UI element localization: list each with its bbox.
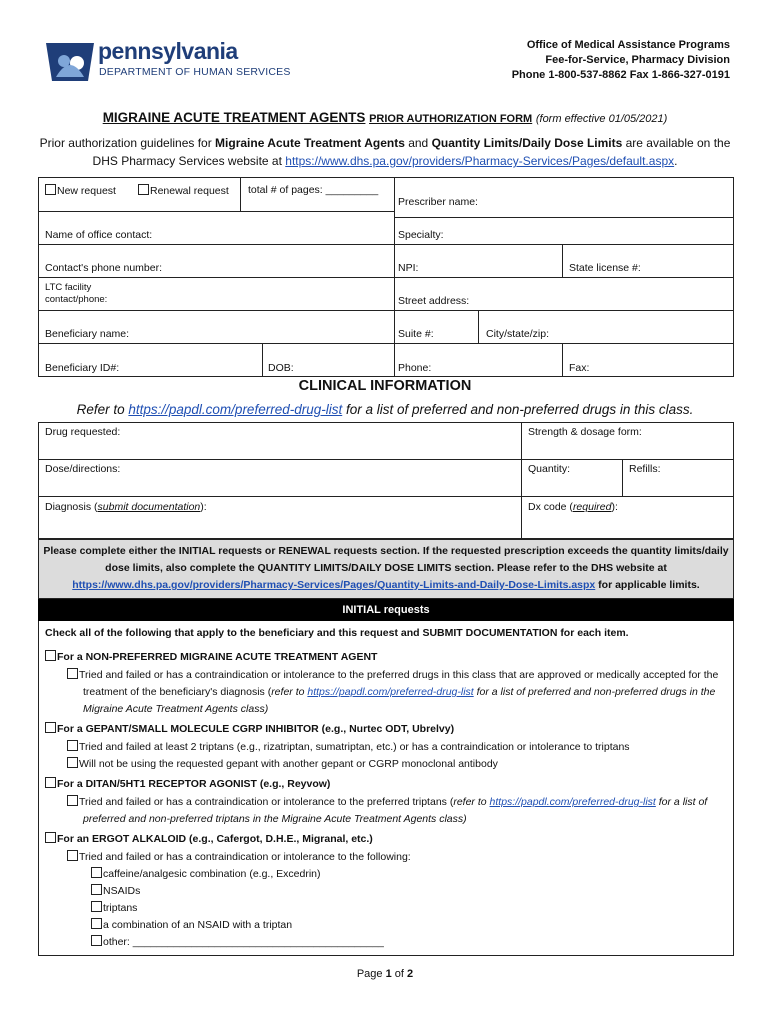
page-number: 1: [385, 968, 392, 980]
drug-requested-field[interactable]: Drug requested:: [45, 426, 121, 438]
footer-text: of: [391, 968, 408, 980]
ergot-sub-3-text: triptans: [103, 902, 138, 914]
ditan-item-1-cont: preferred and non-preferred triptans in the Migraine Acute Treatment Agents class): [83, 813, 467, 825]
fax-field[interactable]: Fax:: [569, 362, 590, 374]
beneficiary-name-field[interactable]: Beneficiary name:: [45, 328, 130, 340]
dx-label: Dx code (: [528, 501, 573, 513]
diagnosis-field[interactable]: [45, 501, 207, 513]
ditan-checkbox[interactable]: [45, 777, 56, 788]
ergot-sub-4-checkbox[interactable]: [91, 918, 102, 929]
ergot-sub-1-checkbox[interactable]: [91, 867, 102, 878]
dx-code-field[interactable]: [528, 501, 618, 513]
form-effective-date: (form effective 01/05/2021): [535, 113, 668, 125]
clinical-box: [38, 422, 734, 539]
ltc-contact-field[interactable]: [45, 282, 107, 306]
nonpreferred-label: For a NON-PREFERRED MIGRAINE ACUTE TREATMENT AGENT: [57, 651, 378, 663]
contact-phone-field[interactable]: Contact's phone number:: [45, 262, 162, 274]
suite-field[interactable]: Suite #:: [398, 328, 434, 340]
new-request-label: New request: [57, 185, 116, 197]
office-line: Phone 1-800-537-8862 Fax 1-866-327-0191: [511, 69, 730, 81]
item-text-italic: refer to: [271, 686, 308, 698]
guide-text: are available on the DHS Pharmacy Services website at: [92, 136, 731, 168]
gepant-checkbox[interactable]: [45, 722, 56, 733]
ergot-sub-1[interactable]: [91, 866, 321, 882]
item-text-italic: for a list of: [655, 796, 708, 808]
nonpreferred-item-1[interactable]: [67, 667, 718, 683]
guide-bold: Quantity Limits/Daily Dose Limits: [431, 136, 623, 150]
ergot-sub-1-text: caffeine/analgesic combination (e.g., Excedrin): [103, 868, 321, 880]
gepant-item-2-checkbox[interactable]: [67, 757, 78, 768]
ergot-sub-3[interactable]: [91, 900, 137, 916]
ergot-sub-2-checkbox[interactable]: [91, 884, 102, 895]
item-text-italic: refer to: [453, 796, 490, 808]
ditan-label: For a DITAN/5HT1 RECEPTOR AGONIST (e.g., Reyvow): [57, 778, 331, 790]
initial-instruction: Check all of the following that apply to the beneficiary and this request and SUBMIT DOCUMENTATION for each item.: [45, 627, 629, 639]
street-address-field[interactable]: Street address:: [398, 295, 470, 307]
notice-text: for applicable limits.: [595, 579, 700, 591]
gepant-option[interactable]: [45, 721, 454, 737]
ergot-sub-5[interactable]: [91, 934, 384, 950]
office-contact-field[interactable]: Name of office contact:: [45, 229, 153, 241]
notice-line: [39, 577, 733, 594]
strength-dosage-field[interactable]: Strength & dosage form:: [528, 426, 642, 438]
pdl-link[interactable]: https://papdl.com/preferred-drug-list: [128, 402, 343, 417]
beneficiary-id-field[interactable]: Beneficiary ID#:: [45, 362, 120, 374]
ergot-sub-2[interactable]: [91, 883, 140, 899]
nonpreferred-checkbox[interactable]: [45, 650, 56, 661]
gepant-item-1[interactable]: [67, 739, 630, 755]
ergot-option[interactable]: [45, 831, 373, 847]
quantity-limits-link[interactable]: https://www.dhs.pa.gov/providers/Pharmacy-Services/Pages/Quantity-Limits-and-Daily-Dose-Limits.aspx: [72, 579, 596, 591]
ltc-label: contact/phone:: [45, 294, 108, 305]
nonpreferred-item-1-text: Tried and failed or has a contraindication or intolerance to the preferred drugs in this class that are approved or medically accepted for the: [79, 669, 719, 681]
renewal-request-option[interactable]: [138, 184, 229, 197]
item-text: treatment of the beneficiary's diagnosis (: [83, 686, 272, 698]
gepant-item-1-checkbox[interactable]: [67, 740, 78, 751]
gepant-item-2[interactable]: [67, 756, 498, 772]
ltc-label: LTC facility: [45, 282, 92, 293]
ergot-label: For an ERGOT ALKALOID (e.g., Cafergot, D.H.E., Migranal, etc.): [57, 833, 373, 845]
guide-bold: Migraine Acute Treatment Agents: [215, 136, 405, 150]
pdl-link[interactable]: https://papdl.com/preferred-drug-list: [489, 796, 656, 808]
gepant-item-1-text: Tried and failed at least 2 triptans (e.g., rizatriptan, sumatriptan, etc.) or has a contraindication or intolerance to triptans: [79, 741, 630, 753]
page-total: 2: [407, 968, 414, 980]
phone-field[interactable]: Phone:: [398, 362, 432, 374]
new-request-option[interactable]: [45, 184, 116, 197]
diagnosis-label: Diagnosis (: [45, 501, 98, 513]
state-license-field[interactable]: State license #:: [569, 262, 641, 274]
form-title-sub: PRIOR AUTHORIZATION FORM: [369, 113, 533, 125]
city-state-zip-field[interactable]: City/state/zip:: [486, 328, 550, 340]
clinical-info-title: CLINICAL INFORMATION: [298, 378, 472, 394]
ergot-item-1[interactable]: [67, 849, 411, 865]
refer-text: for a list of preferred and non-preferred drugs in this class.: [342, 402, 694, 417]
nonpreferred-item-1-checkbox[interactable]: [67, 668, 78, 679]
office-line: Office of Medical Assistance Programs: [526, 39, 730, 51]
form-title: [0, 110, 770, 125]
gepant-item-2-text: Will not be using the requested gepant with another gepant or CGRP monoclonal antibody: [79, 758, 498, 770]
office-line: Fee-for-Service, Pharmacy Division: [545, 54, 730, 66]
ergot-sub-5-text: other: ___________________________________________: [103, 936, 384, 948]
guide-text: and: [404, 136, 432, 150]
initial-requests-header: INITIAL requests: [38, 599, 734, 621]
footer-text: Page: [356, 968, 386, 980]
guidelines-text: [38, 134, 732, 170]
guide-text: .: [674, 154, 678, 168]
renewal-request-label: Renewal request: [150, 185, 229, 197]
ergot-sub-2-text: NSAIDs: [103, 885, 141, 897]
dhs-pharmacy-link[interactable]: https://www.dhs.pa.gov/providers/Pharmacy-Services/Pages/default.aspx: [285, 154, 675, 168]
ergot-sub-4[interactable]: [91, 917, 292, 933]
dob-field[interactable]: DOB:: [268, 362, 294, 374]
dx-label: ):: [611, 501, 618, 513]
ergot-item-1-text: Tried and failed or has a contraindication or intolerance to the following:: [79, 851, 411, 863]
quantity-field[interactable]: Quantity:: [528, 463, 571, 475]
diagnosis-label-underlined: submit documentation: [97, 501, 201, 513]
new-request-checkbox[interactable]: [45, 184, 56, 195]
dx-label-underlined: required: [572, 501, 612, 513]
notice-line: Please complete either the INITIAL requests or RENEWAL requests section. If the requested prescription exceeds the quantity limits/daily: [43, 545, 729, 557]
ergot-sub-3-checkbox[interactable]: [91, 901, 102, 912]
nonpreferred-item-1-cont: [83, 684, 715, 700]
ditan-item-1[interactable]: [67, 794, 707, 810]
dose-directions-field[interactable]: Dose/directions:: [45, 463, 121, 475]
ergot-sub-5-checkbox[interactable]: [91, 935, 102, 946]
logo-department: DEPARTMENT OF HUMAN SERVICES: [99, 66, 291, 78]
refer-text: Refer to: [76, 402, 129, 417]
form-title-main: MIGRAINE ACUTE TREATMENT AGENTS: [102, 110, 366, 125]
specialty-field[interactable]: Specialty:: [398, 229, 444, 241]
total-pages-field[interactable]: total # of pages: _________: [248, 184, 379, 196]
guide-text: Prior authorization guidelines for: [39, 136, 216, 150]
initial-requests-section: [38, 621, 734, 956]
ergot-item-1-checkbox[interactable]: [67, 850, 78, 861]
npi-field[interactable]: NPI:: [398, 262, 419, 274]
diagnosis-label: ):: [200, 501, 207, 513]
ditan-option[interactable]: [45, 776, 330, 792]
office-info: [512, 38, 730, 83]
renewal-request-checkbox[interactable]: [138, 184, 149, 195]
gepant-label: For a GEPANT/SMALL MOLECULE CGRP INHIBITOR (e.g., Nurtec ODT, Ubrelvy): [57, 723, 455, 735]
pdl-reference: [0, 402, 770, 417]
nonpreferred-option[interactable]: [45, 649, 377, 665]
pdl-link[interactable]: https://papdl.com/preferred-drug-list: [307, 686, 474, 698]
nonpreferred-item-1-end: Migraine Acute Treatment Agents class): [83, 703, 269, 715]
refills-field[interactable]: Refills:: [629, 463, 661, 475]
prescriber-name-field[interactable]: Prescriber name:: [398, 196, 478, 208]
item-text-italic: for a list of preferred and non-preferred drugs in the: [473, 686, 716, 698]
ditan-item-1-text: Tried and failed or has a contraindication or intolerance to the preferred triptans (: [79, 796, 454, 808]
page-footer: [0, 968, 770, 980]
ditan-item-1-checkbox[interactable]: [67, 795, 78, 806]
instructions-notice: [38, 539, 734, 599]
logo-wordmark: pennsylvania: [98, 38, 238, 64]
ergot-sub-4-text: a combination of an NSAID with a triptan: [103, 919, 293, 931]
ergot-checkbox[interactable]: [45, 832, 56, 843]
notice-line: dose limits, also complete the QUANTITY LIMITS/DAILY DOSE LIMITS section. Please refer to the DHS website at: [105, 562, 667, 574]
